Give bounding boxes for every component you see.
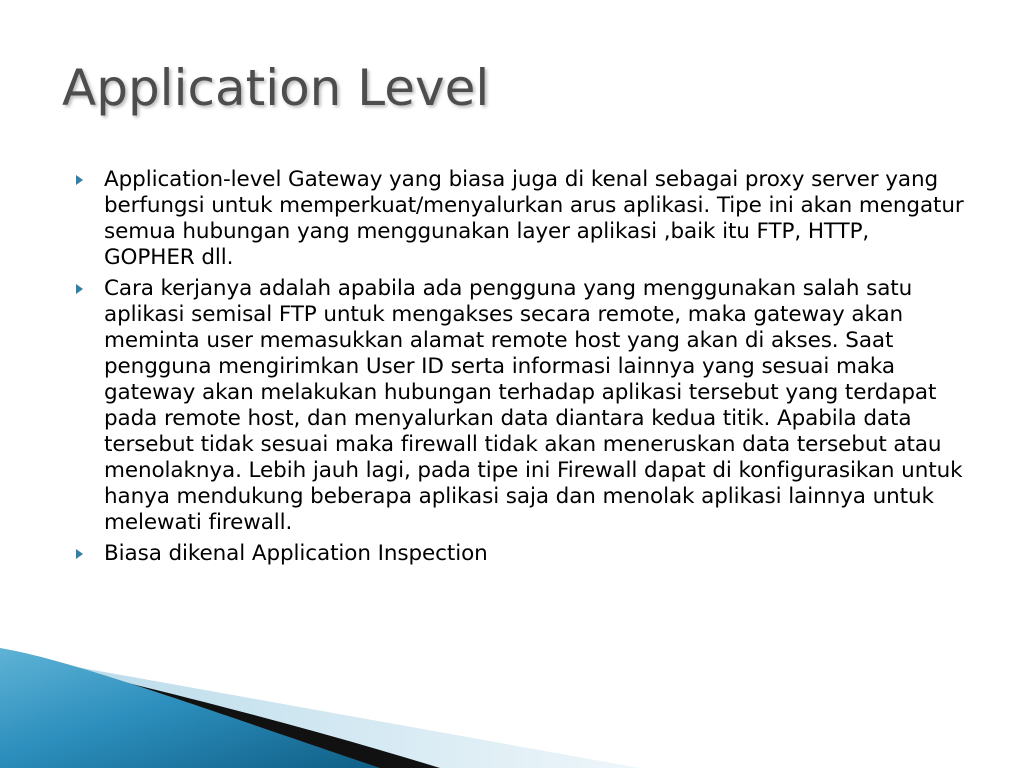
- triangle-bullet-icon: [76, 175, 83, 185]
- bullet-list: [76, 167, 966, 572]
- list-item: [76, 167, 966, 271]
- list-item: [76, 276, 966, 536]
- list-item: [76, 541, 966, 567]
- bullet-text: Cara kerjanya adalah apabila ada pengguna yang menggunakan salah satu aplikasi semisal FTP untuk mengakses secara remote, maka gateway akan meminta user memasukkan alamat remote host yang akan di akses. Saat pengguna mengirimkan User ID serta informasi lainnya yang sesuai maka gateway akan melakukan hubungan terhadap aplikasi tersebut yang terdapat pada remote host, dan menyalurkan data diantara kedua titik. Apabila data tersebut tidak sesuai maka firewall tidak akan meneruskan data tersebut atau menolaknya. Lebih jauh lagi, pada tipe ini Firewall dapat di konfigurasikan untuk hanya mendukung beberapa aplikasi saja dan menolak aplikasi lainnya untuk melewati firewall.: [104, 276, 963, 535]
- bullet-text: Application-level Gateway yang biasa juga di kenal sebagai proxy server yang berfungsi untuk memperkuat/menyalurkan arus aplikasi. Tipe ini akan mengatur semua hubungan yang menggunakan layer aplikasi ,baik itu FTP, HTTP, GOPHER dll.: [104, 167, 964, 270]
- triangle-bullet-icon: [76, 284, 83, 294]
- triangle-bullet-icon: [76, 549, 83, 559]
- blue-swoosh: [0, 648, 380, 768]
- bullet-text: Biasa dikenal Application Inspection: [104, 541, 488, 566]
- page-title: Application Level: [62, 59, 490, 117]
